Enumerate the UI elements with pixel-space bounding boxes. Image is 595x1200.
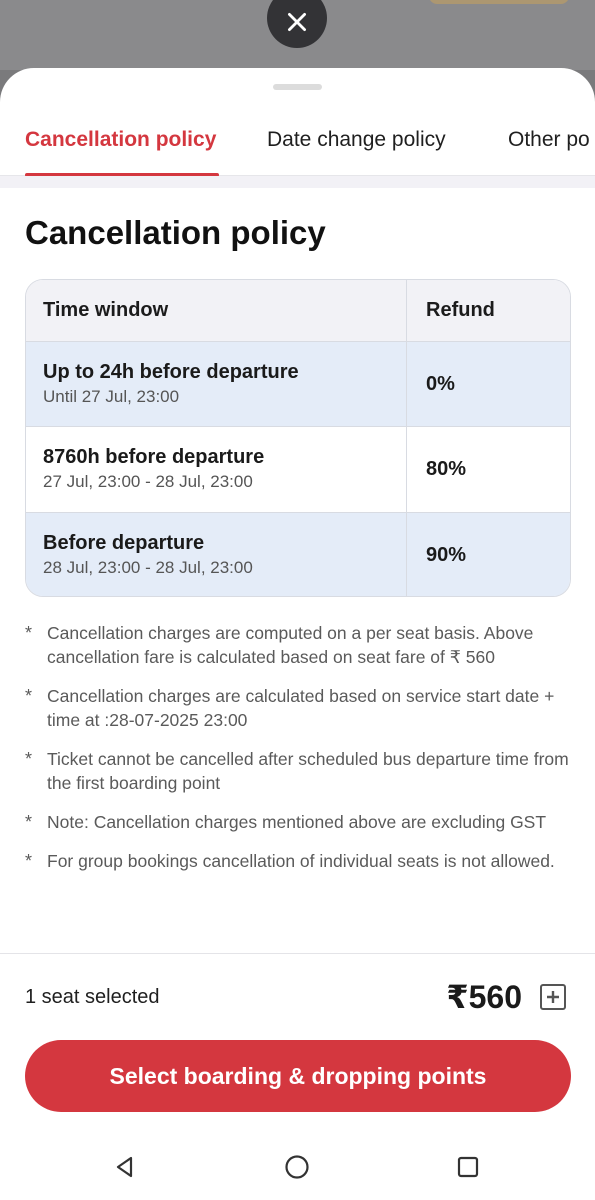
list-item (25, 621, 570, 669)
time-window-cell (26, 427, 407, 511)
tab-other-policy[interactable]: Other po (508, 128, 590, 151)
time-window-range: Until 27 Jul, 23:00 (43, 387, 180, 407)
expand-fare-button[interactable] (540, 984, 566, 1010)
refund-cell: 0% (426, 372, 455, 395)
tab-cancellation-policy[interactable]: Cancellation policy (25, 128, 217, 151)
nav-back-button[interactable] (112, 1154, 138, 1180)
policy-bottom-sheet (0, 68, 595, 1200)
close-icon (284, 9, 310, 35)
time-window-title: Up to 24h before departure (43, 361, 299, 384)
policy-notes (25, 621, 570, 888)
policy-tabs (0, 116, 595, 176)
time-window-title: Before departure (43, 532, 205, 555)
note-marker: * (25, 851, 33, 871)
time-window-range: 28 Jul, 23:00 - 28 Jul, 23:00 (43, 558, 253, 578)
note-marker: * (25, 686, 33, 706)
note-text: Note: Cancellation charges mentioned above are excluding GST (47, 812, 547, 832)
list-item (25, 747, 570, 795)
note-marker: * (25, 623, 33, 643)
time-window-cell (26, 342, 407, 426)
time-window-range: 27 Jul, 23:00 - 28 Jul, 23:00 (43, 472, 253, 492)
cancellation-table (25, 279, 571, 597)
section-divider (0, 176, 595, 188)
refund-cell: 90% (426, 543, 467, 566)
recents-square-icon (455, 1154, 481, 1180)
note-marker: * (25, 749, 33, 769)
backdrop-chip (429, 0, 569, 4)
list-item (25, 849, 570, 873)
table-row (26, 342, 570, 427)
back-triangle-icon (112, 1154, 138, 1180)
list-item (25, 684, 570, 732)
header-time-window: Time window (26, 280, 407, 341)
home-circle-icon (284, 1154, 310, 1180)
table-header (26, 280, 570, 342)
tab-date-change-policy[interactable]: Date change policy (267, 128, 446, 151)
note-text: For group bookings cancellation of individual seats is not allowed. (47, 851, 555, 871)
note-text: Ticket cannot be cancelled after scheduled bus departure time from the first boarding point (47, 749, 569, 793)
seats-selected-text: 1 seat selected (25, 986, 160, 1008)
section-title: Cancellation policy (25, 214, 326, 251)
table-row (26, 513, 570, 597)
note-text: Cancellation charges are calculated based on service start date + time at :28-07-2025 23:00 (47, 686, 555, 730)
nav-home-button[interactable] (284, 1154, 310, 1180)
time-window-title: 8760h before departure (43, 446, 265, 469)
drag-handle[interactable] (273, 84, 322, 90)
header-refund: Refund (426, 299, 495, 321)
list-item (25, 810, 570, 834)
table-row (26, 427, 570, 512)
refund-cell: 80% (426, 457, 467, 480)
nav-recents-button[interactable] (455, 1154, 481, 1180)
total-price: ₹560 (446, 979, 522, 1015)
select-boarding-dropping-button[interactable]: Select boarding & dropping points (25, 1040, 571, 1112)
time-window-cell (26, 513, 407, 597)
system-nav-bar (0, 1122, 595, 1200)
note-marker: * (25, 812, 33, 832)
plus-square-icon (545, 989, 561, 1005)
note-text: Cancellation charges are computed on a per seat basis. Above cancellation fare is calculated based on seat fare of ₹ 560 (47, 623, 534, 667)
